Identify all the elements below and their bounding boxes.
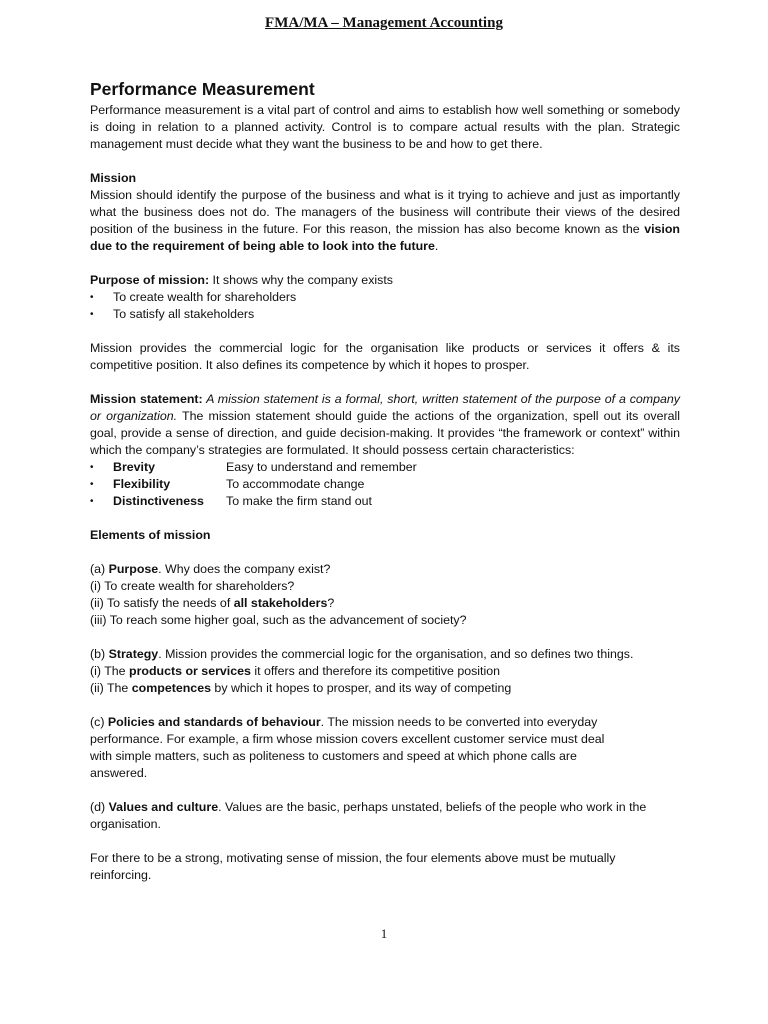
element-a-ii: (ii) To satisfy the needs of all stakeholders? <box>90 596 335 610</box>
element-c-title: Policies and standards of behaviour <box>107 715 321 729</box>
characteristics-list <box>90 459 680 510</box>
statement-label: Mission statement: <box>90 392 203 406</box>
statement-definition: A mission statement is a formal, short, written statement of the purpose of a company or organization. <box>90 392 681 423</box>
characteristic-desc: To accommodate change <box>226 477 365 491</box>
mission-heading: Mission <box>90 171 137 185</box>
header-title: FMA/MA – Management Accounting <box>265 15 503 31</box>
characteristic-term: Flexibility <box>113 477 171 491</box>
characteristic-desc: To make the firm stand out <box>226 494 373 508</box>
page-number: 1 <box>380 926 388 941</box>
element-c-line: answered. <box>90 766 148 780</box>
element-c: (c) Policies and standards of behaviour. The mission needs to be converted into everyday <box>90 715 598 729</box>
closing-line: reinforcing. <box>90 868 152 882</box>
element-b-title: Strategy <box>108 647 159 661</box>
characteristic-desc: Easy to understand and remember <box>226 460 417 474</box>
list-item <box>90 459 680 476</box>
list-item <box>90 476 680 493</box>
element-d: (d) Values and culture. Values are the basic, perhaps unstated, beliefs of the people who work in the <box>90 800 647 814</box>
element-b: (b) Strategy. Mission provides the commercial logic for the organisation, and so defines two things. <box>90 647 634 661</box>
element-d-line: organisation. <box>90 817 161 831</box>
intro-paragraph: Performance measurement is a vital part of control and aims to establish how well something or somebody is doing in relation to a planned activity. Control is to compare actual results with the plan. Strategic management must decide what they want the business to be and how to get there. <box>90 103 680 151</box>
list-item <box>90 493 680 510</box>
mission-text: Mission should identify the purpose of the business and what is it trying to achieve and just as importantly what the business does not do. The managers of the business will contribute their views of the desired position of the business in the future. For this reason, the mission has also become known as the <box>90 188 680 236</box>
element-c-line: performance. For example, a firm whose mission covers excellent customer service must deal <box>90 732 605 746</box>
mission-paragraph <box>90 187 680 255</box>
element-a: (a) Purpose. Why does the company exist? <box>90 562 331 576</box>
characteristic-term: Brevity <box>113 460 156 474</box>
elements-heading: Elements of mission <box>90 528 211 542</box>
characteristic-term: Distinctiveness <box>113 494 204 508</box>
statement-paragraph <box>90 391 680 459</box>
element-a-iii: (iii) To reach some higher goal, such as the advancement of society? <box>90 613 467 627</box>
mission-vision-bold: vision due to the requirement of being able to look into the future <box>90 222 680 253</box>
element-b-ii: (ii) The competences by which it hopes to prosper, and its way of competing <box>90 681 512 695</box>
purpose-list <box>90 289 680 323</box>
document-body <box>90 78 680 884</box>
commercial-paragraph: Mission provides the commercial logic for the organisation like products or services it offers & its competitive position. It also defines its competence by which it hopes to prosper. <box>90 341 680 372</box>
page-header <box>0 15 768 32</box>
element-d-title: Values and culture <box>108 800 219 814</box>
element-a-i: (i) To create wealth for shareholders? <box>90 579 295 593</box>
element-c-line: with simple matters, such as politeness to customers and speed at which phone calls are <box>90 749 577 763</box>
closing-line: For there to be a strong, motivating sense of mission, the four elements above must be mutually <box>90 851 616 865</box>
statement-text: The mission statement should guide the actions of the organization, spell out its overall goal, provide a sense of direction, and guide decision-making. It provides “the framework or context” within which the company’s strategies are formulated. It should possess certain characteristics: <box>90 409 680 457</box>
element-a-title: Purpose <box>108 562 159 576</box>
list-item: • To satisfy all stakeholders <box>90 306 680 323</box>
purpose-text: It shows why the company exists <box>209 273 393 287</box>
element-b-i: (i) The products or services it offers and therefore its competitive position <box>90 664 501 678</box>
mission-end: . <box>434 239 439 253</box>
list-item: • To create wealth for shareholders <box>90 289 680 306</box>
section-heading: Performance Measurement <box>90 79 315 99</box>
purpose-label: Purpose of mission: <box>90 273 210 287</box>
purpose-line <box>90 272 680 289</box>
